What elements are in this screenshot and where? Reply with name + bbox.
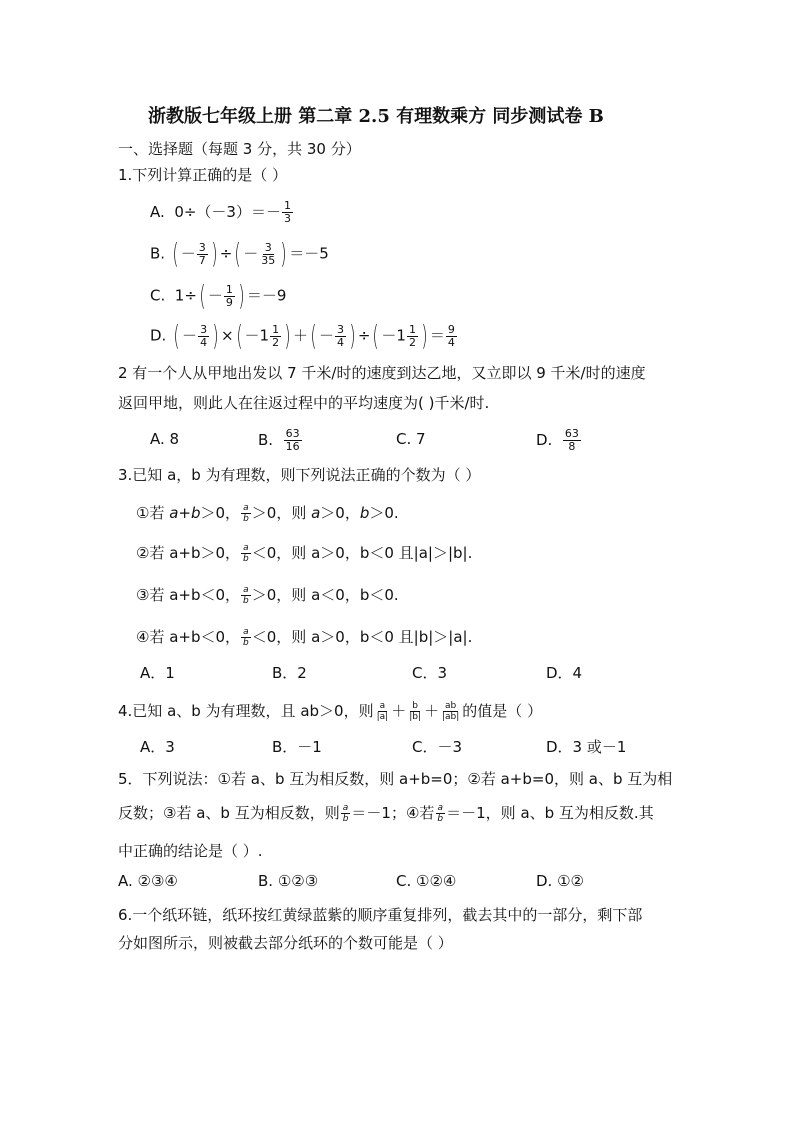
q4-option-d: D．3 或－1 bbox=[546, 738, 627, 756]
question-5-line-3: 中正确的结论是（ ）. bbox=[118, 842, 263, 860]
section-heading: 一、选择题（每题 3 分，共 30 分） bbox=[118, 140, 361, 158]
question-2-line-2: 返回甲地，则此人在往返过程中的平均速度为( )千米/时. bbox=[118, 394, 490, 412]
q4-option-c: C．－3 bbox=[412, 738, 463, 756]
q1-option-d: D. ( － $\frac{3}{4}$ ) ×( －1 $\frac{1}{2}$ ) ＋( － $\frac{3}{4}$ ) ÷( －1 $\frac{1}{2}$ ) ＝ $\frac{9}{4}$ bbox=[150, 319, 455, 352]
q2-option-b: B. $\frac{63}{16}$ bbox=[258, 427, 300, 453]
q3-option-a: A．1 bbox=[140, 664, 175, 682]
q3-option-c: C．3 bbox=[412, 664, 448, 682]
q2-option-c: C. 7 bbox=[396, 430, 426, 448]
q2-option-d: D. $\frac{63}{8}$ bbox=[536, 427, 579, 453]
q3-statement-1: ①若 a+b＞0， $\frac{a}{b}$ ＞0，则 a＞0，b＞0. bbox=[136, 503, 399, 524]
q3-statement-4: ④若 a+b＜0， $\frac{a}{b}$ ＜0，则 a＞0，b＜0 且|b|＞|a|. bbox=[136, 627, 473, 648]
q4-option-a: A．3 bbox=[140, 738, 175, 756]
page-title: 浙教版七年级上册 第二章 2.5 有理数乘方 同步测试卷 B bbox=[148, 106, 604, 127]
question-5-line-1: 5．下列说法：①若 a、b 互为相反数，则 a+b=0；②若 a+b=0，则 a、b 互为相 bbox=[118, 770, 673, 788]
fraction: $\frac{1}{3}$ bbox=[283, 199, 291, 225]
q3-statement-3: ③若 a+b＜0， $\frac{a}{b}$ ＞0，则 a＜0，b＜0. bbox=[136, 585, 399, 606]
question-2-line-1: 2 有一个人从甲地出发以 7 千米/时的速度到达乙地，又立即以 9 千米/时的速度 bbox=[118, 364, 646, 382]
q1-option-a: A. 0÷（－3）＝－ $\frac{1}{3}$ bbox=[150, 199, 291, 225]
question-5-line-2: 反数；③若 a、b 互为相反数，则 $\frac{a}{b}$ ＝－1；④若 $\frac{a}{b}$ ＝－1，则 a、b 互为相反数.其 bbox=[118, 803, 654, 824]
question-4-stem: 4.已知 a、b 为有理数，且 ab＞0，则 $\frac{a}{|a|}$ ＋ $\frac{b}{|b|}$ ＋ $\frac{ab}{|ab|}$ 的值是（ ） bbox=[118, 701, 543, 722]
question-3-stem: 3.已知 a，b 为有理数，则下列说法正确的个数为（ ） bbox=[118, 466, 481, 484]
q5-option-d: D. ①② bbox=[536, 872, 584, 890]
q5-option-c: C. ①②④ bbox=[396, 872, 457, 890]
q1-option-c: C. 1÷( － $\frac{1}{9}$ ) ＝－9 bbox=[150, 279, 287, 312]
q2-option-a: A. 8 bbox=[150, 430, 180, 448]
question-1-stem: 1.下列计算正确的是（ ） bbox=[118, 166, 288, 184]
q3-option-d: D．4 bbox=[546, 664, 583, 682]
q4-option-b: B．－1 bbox=[272, 738, 322, 756]
q3-statement-2: ②若 a+b＞0， $\frac{a}{b}$ ＜0，则 a＞0，b＜0 且|a|＞|b|. bbox=[136, 543, 473, 564]
question-6-line-2: 分如图所示，则被截去部分纸环的个数可能是（ ） bbox=[118, 934, 453, 952]
question-6-line-1: 6.一个纸环链，纸环按红黄绿蓝紫的顺序重复排列，截去其中的一部分，剩下部 bbox=[118, 906, 643, 924]
q1-option-b: B. ( － $\frac{3}{7}$ ) ÷( － $\frac{3}{35}$ ) ＝－5 bbox=[150, 237, 329, 270]
q5-option-b: B. ①②③ bbox=[258, 872, 319, 890]
q3-option-b: B．2 bbox=[272, 664, 307, 682]
q5-option-a: A. ②③④ bbox=[118, 872, 178, 890]
